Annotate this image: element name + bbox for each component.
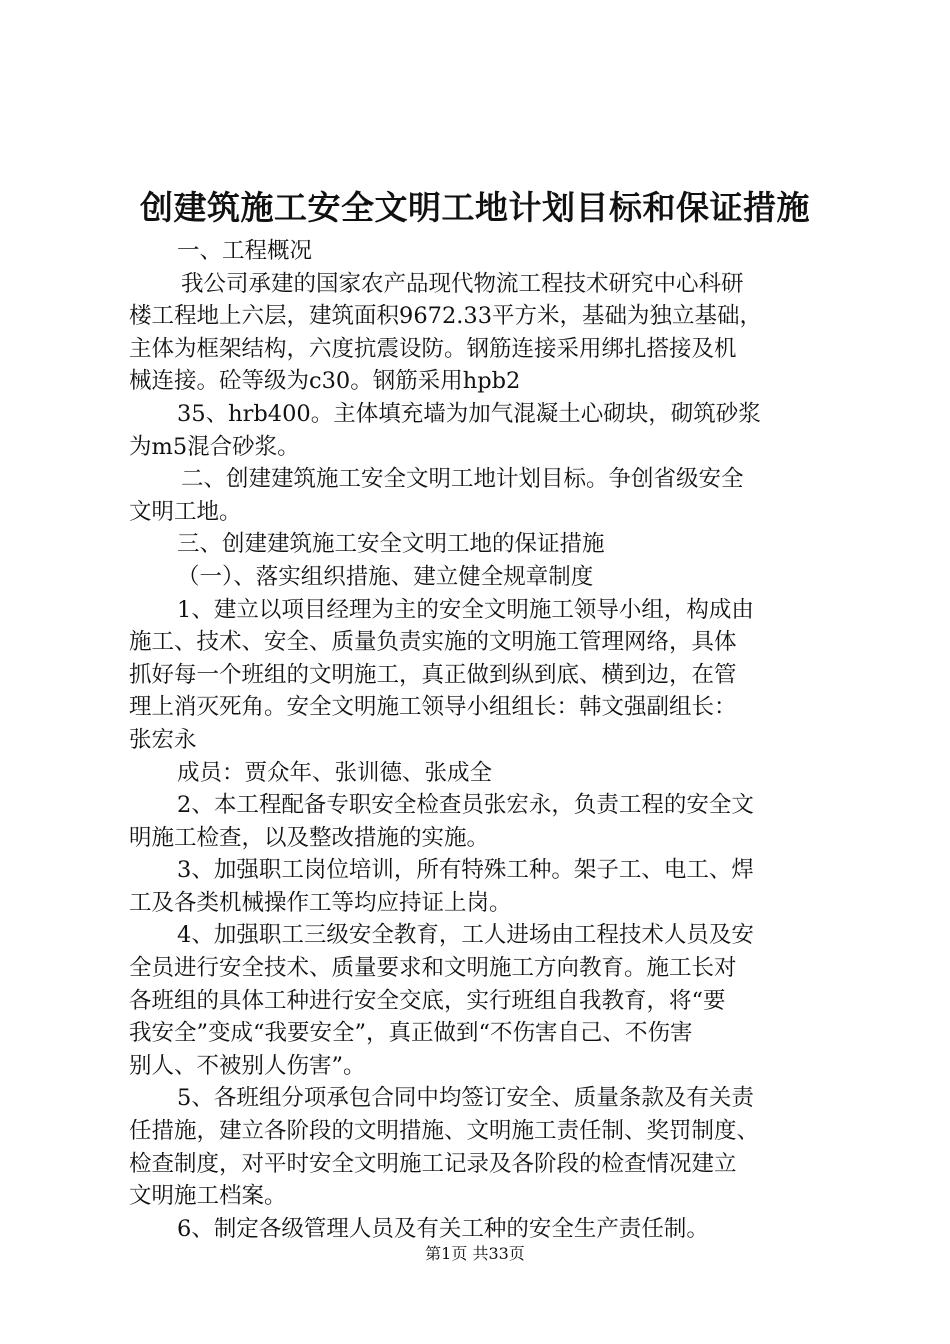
paragraph-line: 施工、技术、安全、质量负责实施的文明施工管理网络，具体 — [129, 629, 737, 656]
paragraph-line: 1、建立以项目经理为主的安全文明施工领导小组，构成由 — [177, 596, 754, 623]
paragraph-line: 4、加强职工三级安全教育，工人进场由工程技术人员及安 — [177, 922, 754, 949]
paragraph-line: 械连接。砼等级为c30。钢筋采用hpb2 — [129, 368, 521, 395]
document-body — [129, 235, 833, 1245]
paragraph-line: 各班组的具体工种进行安全交底，实行班组自我教育，将“要 — [129, 987, 726, 1014]
paragraph-line: 6、制定各级管理人员及有关工种的安全生产责任制。 — [177, 1215, 709, 1242]
page-number: 第1页 共33页 — [425, 1244, 525, 1263]
paragraph-line: 理上消灭死角。安全文明施工领导小组组长：韩文强副组长： — [129, 694, 737, 721]
section-heading: 一、工程概况 — [177, 238, 313, 264]
paragraph-line: 文明工地。 — [129, 498, 242, 525]
paragraph-line: 我安全”变成“我要安全”，真正做到“不伤害自己、不伤害 — [129, 1020, 693, 1047]
document-title: 创建筑施工安全文明工地计划目标和保证措施 — [140, 188, 810, 227]
paragraph-line: 工及各类机械操作工等均应持证上岗。 — [129, 889, 512, 916]
paragraph-line: 明施工检查，以及整改措施的实施。 — [129, 824, 490, 851]
paragraph-line: 任措施，建立各阶段的文明措施、文明施工责任制、奖罚制度、 — [129, 1118, 760, 1145]
paragraph-line: 检查制度，对平时安全文明施工记录及各阶段的检查情况建立 — [129, 1150, 737, 1177]
paragraph-line: 别人、不被别人伤害”。 — [129, 1052, 366, 1079]
section-heading: 二、创建建筑施工安全文明工地计划目标。争创省级安全 — [181, 466, 744, 493]
paragraph-line: 主体为框架结构，六度抗震设防。钢筋连接采用绑扎搭接及机 — [129, 335, 737, 362]
paragraph-line: 楼工程地上六层，建筑面积9672.33平方米，基础为独立基础， — [129, 303, 763, 330]
subsection-heading: （一）、落实组织措施、建立健全规章制度 — [177, 563, 594, 590]
paragraph-line: 文明施工档案。 — [129, 1183, 287, 1210]
paragraph-line: 成员：贾众年、张训德、张成全 — [177, 759, 493, 786]
paragraph-line: 为m5混合砂浆。 — [129, 433, 300, 460]
paragraph-line: 我公司承建的国家农产品现代物流工程技术研究中心科研 — [181, 270, 744, 297]
paragraph-line: 张宏永 — [129, 726, 197, 753]
paragraph-line: 抓好每一个班组的文明施工，真正做到纵到底、横到边，在管 — [129, 661, 737, 688]
paragraph-line: 35、hrb400。主体填充墙为加气混凝土心砌块，砌筑砂浆 — [177, 400, 761, 427]
paragraph-line: 2、本工程配备专职安全检查员张宏永，负责工程的安全文 — [177, 792, 754, 819]
section-heading: 三、创建建筑施工安全文明工地的保证措施 — [177, 531, 605, 558]
paragraph-line: 3、加强职工岗位培训，所有特殊工种。架子工、电工、焊 — [177, 857, 754, 884]
paragraph-line: 5、各班组分项承包合同中均签订安全、质量条款及有关责 — [177, 1085, 754, 1112]
paragraph-line: 全员进行安全技术、质量要求和文明施工方向教育。施工长对 — [129, 955, 737, 982]
